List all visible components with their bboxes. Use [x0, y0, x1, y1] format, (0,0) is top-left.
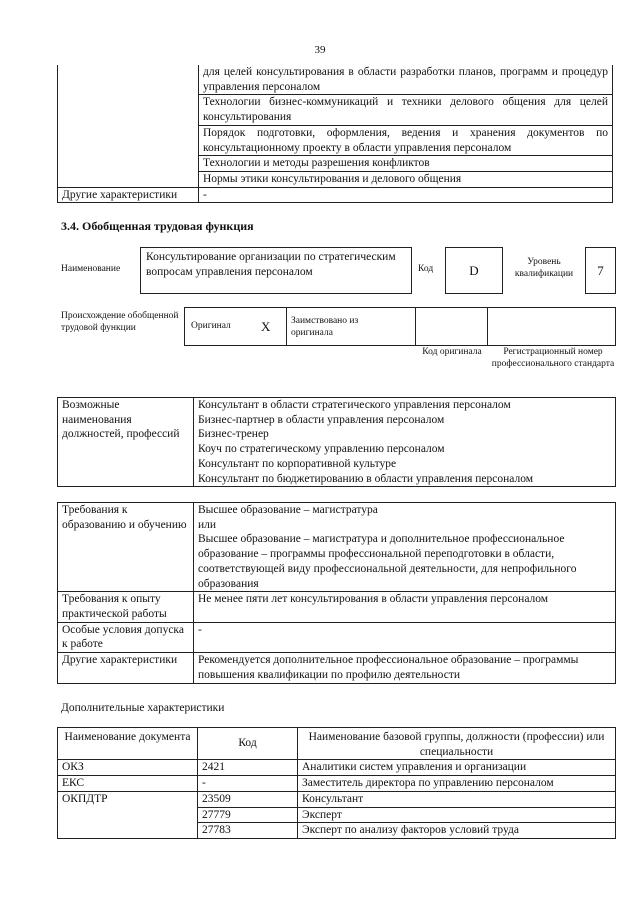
knowledge-item: Технологии и методы разрешения конфликтов	[199, 156, 613, 172]
knowledge-item: Нормы этики консультирования и делового общения	[199, 172, 613, 188]
knowledge-item: Технологии бизнес-коммуникаций и техники делового общения для целей консультирования	[199, 95, 613, 125]
other-characteristics-label: Другие характеристики	[58, 187, 199, 203]
education-value	[194, 503, 616, 592]
code-cell: 27779	[198, 807, 298, 823]
name-cell: Эксперт по анализу факторов условий труда	[298, 823, 616, 839]
experience-label: Требования к опыту практической работы	[58, 592, 194, 622]
knowledge-table	[57, 65, 613, 203]
name-cell: Консультант	[298, 791, 616, 807]
special-conditions-value: -	[194, 622, 616, 652]
additional-table	[57, 727, 616, 839]
table-row	[58, 187, 613, 203]
position-item: Консультант в области стратегического управления персоналом	[198, 399, 511, 411]
doc-cell: ОКЗ	[58, 760, 198, 776]
experience-value: Не менее пяти лет консультирования в области управления персоналом	[194, 592, 616, 622]
table-row	[58, 65, 613, 95]
name-value: Консультирование организации по стратегическим вопросам управления персоналом	[140, 247, 412, 294]
name-cell: Заместитель директора по управлению персоналом	[298, 776, 616, 792]
code-caption: Код оригинала	[422, 347, 482, 357]
code-cell: 23509	[198, 791, 298, 807]
position-item: Бизнес-тренер	[198, 428, 269, 441]
name-label: Наименование	[61, 264, 121, 274]
doc-cell: ОКПДТР	[58, 791, 198, 838]
page-number: 39	[314, 44, 326, 56]
code-value: D	[445, 247, 503, 294]
origin-label: Происхождение обобщенной трудовой функции	[61, 311, 179, 333]
original-mark: X	[261, 319, 271, 334]
position-item: Коуч по стратегическому управлению персоналом	[198, 443, 445, 456]
education-line: Высшее образование – магистратура	[198, 504, 378, 516]
positions-label: Возможные наименования должностей, профессий	[58, 398, 194, 487]
table-row	[58, 592, 616, 622]
table-row	[58, 791, 616, 807]
positions-table	[57, 397, 616, 487]
borrowed-label: Заимствовано из оригинала	[291, 316, 359, 338]
table-row	[58, 622, 616, 652]
table-row	[58, 776, 616, 792]
code-cell: 2421	[198, 760, 298, 776]
table-row	[58, 398, 616, 487]
level-value: 7	[585, 247, 616, 294]
original-label: Оригинал	[191, 321, 231, 331]
doc-cell: ЕКС	[58, 776, 198, 792]
divider	[415, 308, 416, 345]
code-label: Код	[418, 264, 434, 274]
other-characteristics-label: Другие характеристики	[58, 653, 194, 683]
table-row	[58, 653, 616, 683]
divider	[487, 308, 488, 345]
table-row	[58, 760, 616, 776]
knowledge-item: для целей консультирования в области разработки планов, программ и процедур управления персоналом	[199, 65, 613, 95]
header-document: Наименование документа	[58, 728, 198, 760]
position-item: Консультант по корпоративной культуре	[198, 457, 397, 470]
header-code: Код	[198, 728, 298, 760]
origin-box	[184, 307, 616, 346]
special-conditions-label: Особые условия допуска к работе	[58, 622, 194, 652]
education-line: или	[198, 518, 217, 531]
position-item: Консультант по бюджетированию в области управления персоналом	[198, 472, 534, 485]
table-row	[58, 503, 616, 592]
divider	[286, 308, 287, 345]
table-header-row	[58, 728, 616, 760]
section-title: 3.4. Обобщенная трудовая функция	[61, 219, 254, 233]
education-line: Высшее образование – магистратура и дополнительное профессиональное образование – программы профессиональной переподготовки в области, соответствующей виду профессиональной деятельности, для непрофильного образования	[198, 533, 577, 590]
name-cell: Аналитики систем управления и организации	[298, 760, 616, 776]
additional-title: Дополнительные характеристики	[61, 702, 225, 714]
name-cell: Эксперт	[298, 807, 616, 823]
knowledge-item: Порядок подготовки, оформления, ведения и хранения документов по консультационному проекту в области управления персоналом	[199, 125, 613, 155]
level-label: Уровень квалификации	[514, 257, 574, 279]
positions-list	[194, 398, 616, 487]
reg-number-caption: Регистрационный номер профессионального стандарта	[491, 347, 615, 369]
education-label: Требования к образованию и обучению	[58, 503, 194, 592]
header-name: Наименование базовой группы, должности (профессии) или специальности	[298, 728, 616, 760]
other-characteristics-value: -	[199, 187, 613, 203]
requirements-table	[57, 502, 616, 684]
code-cell: 27783	[198, 823, 298, 839]
position-item: Бизнес-партнер в области управления персоналом	[198, 413, 445, 426]
code-cell: -	[198, 776, 298, 792]
other-characteristics-value: Рекомендуется дополнительное профессиональное образование – программы повышения квалификации по профилю деятельности	[194, 653, 616, 683]
